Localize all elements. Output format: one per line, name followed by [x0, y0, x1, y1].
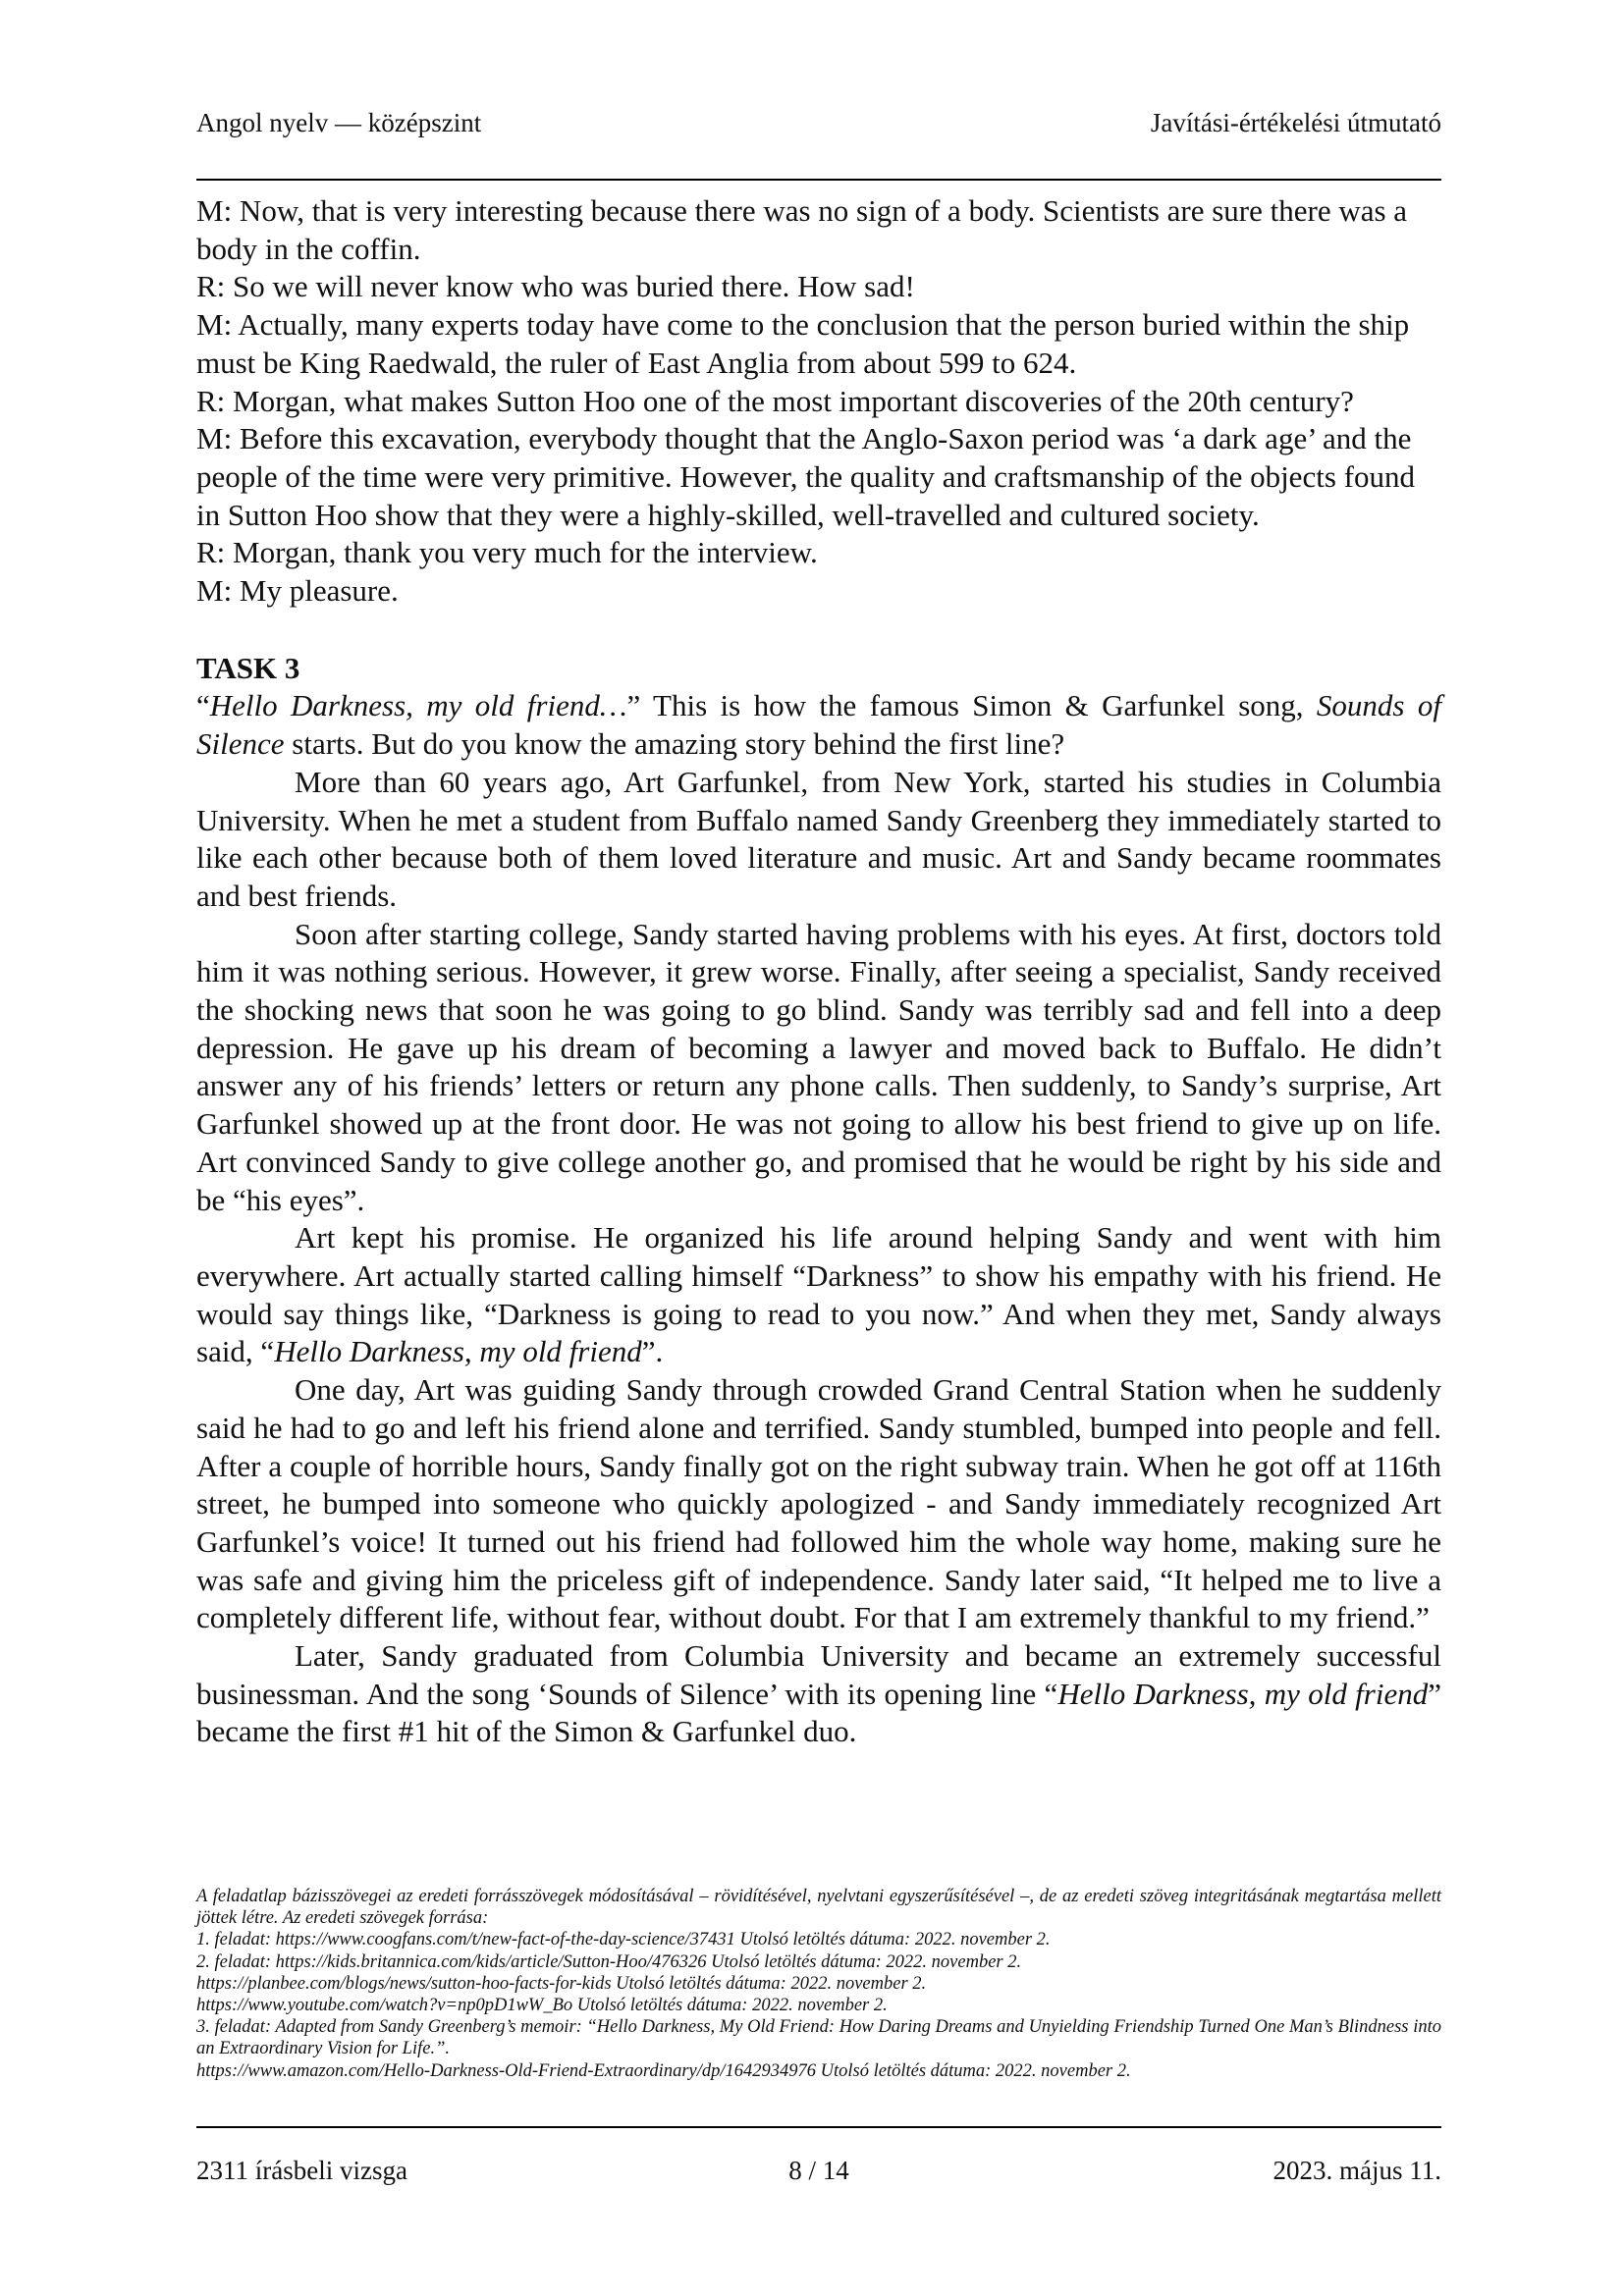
- dialog-line: M: Now, that is very interesting because there was no sign of a body. Scientists are sure there was a body in the coffin.: [196, 193, 1408, 266]
- song-line-quote: Hello Darkness, my old friend: [274, 1334, 642, 1369]
- story-paragraph-2: Soon after starting college, Sandy started having problems with his eyes. At first, doctors told him it was nothing serious. However, it grew worse. Finally, after seeing a specialist, Sandy received the shocking news that soon he was going to go blind. Sandy was terribly sad and fell into a deep depression. He gave up his dream of becoming a lawyer and moved back to Buffalo. He didn’t answer any of his friends’ letters or return any phone calls. Then suddenly, to Sandy’s surprise, Art Garfunkel showed up at the front door. He was not going to allow his best friend to give up on life. Art convinced Sandy to give college another go, and promised that he would be right by his side and be “his eyes”.: [196, 916, 1441, 1217]
- dialog-line: M: Before this excavation, everybody thought that the Anglo-Saxon period was ‘a dark age’ and the people of the time were very primitive. However, the quality and craftsmanship of the objects found in Sutton Hoo show that they were a highly-skilled, well-travelled and cultured society.: [196, 421, 1415, 532]
- dialog-line: M: My pleasure.: [196, 573, 399, 609]
- task-intro-paragraph: [196, 687, 1441, 763]
- source-note: 3. feladat: Adapted from Sandy Greenberg’s memoir: “Hello Darkness, My Old Friend: How Daring Dreams and Unyielding Friendship Turned One Man’s Blindness into an Extraordinary Vision for Life.”.: [196, 2017, 1441, 2059]
- task-3-section: [196, 650, 1441, 1751]
- source-note: https://planbee.com/blogs/news/sutton-hoo-facts-for-kids Utolsó letöltés dátuma: 2022. november 2.: [196, 1973, 927, 1994]
- header-subject: Angol nyelv — középszint: [196, 108, 482, 137]
- dialog-line: R: So we will never know who was buried there. How sad!: [196, 269, 915, 304]
- footer-divider: [196, 2126, 1441, 2128]
- quote-mark: “: [196, 688, 210, 723]
- source-note: https://www.youtube.com/watch?v=np0pD1wW_Bo Utolsó letöltés dátuma: 2022. november 2.: [196, 1996, 888, 2016]
- header-divider: [196, 179, 1441, 181]
- source-notes: [196, 1886, 1441, 2082]
- source-note: 1. feladat: https://www.coogfans.com/t/new-fact-of-the-day-science/37431 Utolsó letöltés dátuma: 2022. november 2.: [196, 1930, 1051, 1950]
- song-title: Sounds of Silence: [196, 688, 1441, 762]
- header-doc-type: Javítási-értékelési útmutató: [1150, 108, 1441, 137]
- story-paragraph-5: [196, 1637, 1441, 1751]
- intro-text: ” This is how the famous Simon & Garfunkel song,: [626, 688, 1317, 723]
- page-header: [196, 108, 1441, 138]
- document-page: [196, 0, 1441, 2296]
- page-body: [196, 192, 1441, 1751]
- page-number: 8 / 14: [788, 2156, 849, 2185]
- dialog-line: M: Actually, many experts today have come to the conclusion that the person buried within the ship must be King Raedwald, the ruler of East Anglia from about 599 to 624.: [196, 307, 1410, 380]
- paragraph-text: Later, Sandy graduated from Columbia University and became an extremely successful businessman. And the song ‘Sounds of Silence’ with its opening line “: [196, 1638, 1441, 1711]
- source-note: https://www.amazon.com/Hello-Darkness-Old-Friend-Extraordinary/dp/1642934976 Utolsó letöltés dátuma: 2022. november 2.: [196, 2060, 1131, 2081]
- exam-code: 2311 írásbeli vizsga: [196, 2156, 407, 2185]
- dialog-line: R: Morgan, thank you very much for the interview.: [196, 535, 818, 570]
- source-note: 2. feladat: https://kids.britannica.com/kids/article/Sutton-Hoo/476326 Utolsó letöltés dátuma: 2022. november 2.: [196, 1951, 1022, 1972]
- exam-date: 2023. május 11.: [1272, 2156, 1441, 2185]
- source-note: A feladatlap bázisszövegei az eredeti forrásszövegek módosításával – rövidítésével, nyelvtani egyszerűsítésével –, de az eredeti szöveg integritásának megtartása mellett jöttek létre. Az eredeti szövegek forrása:: [196, 1887, 1441, 1929]
- paragraph-text-end: ” became the first #1 hit of the Simon & Garfunkel duo.: [196, 1676, 1441, 1749]
- story-paragraph-3: [196, 1219, 1441, 1371]
- dialog-line: R: Morgan, what makes Sutton Hoo one of the most important discoveries of the 20th century?: [196, 383, 1354, 418]
- intro-text-end: starts. But do you know the amazing story behind the first line?: [284, 726, 1065, 762]
- interview-transcript: [196, 192, 1441, 611]
- story-paragraph-1: More than 60 years ago, Art Garfunkel, from New York, started his studies in Columbia University. When he met a student from Buffalo named Sandy Greenberg they immediately started to like each other because both of them loved literature and music. Art and Sandy became roommates and best friends.: [196, 764, 1441, 913]
- story-paragraph-4: One day, Art was guiding Sandy through crowded Grand Central Station when he suddenly said he had to go and left his friend alone and terrified. Sandy stumbled, bumped into people and fell. After a couple of horrible hours, Sandy finally got on the right subway train. When he got off at 116th street, he bumped into someone who quickly apologized - and Sandy immediately recognized Art Garfunkel’s voice! It turned out his friend had followed him the whole way home, making sure he was safe and giving him the priceless gift of independence. Sandy later said, “It helped me to live a completely different life, without fear, without doubt. For that I am extremely thankful to my friend.”: [196, 1372, 1441, 1635]
- paragraph-text-end: ”.: [641, 1334, 664, 1369]
- paragraph-text: Art kept his promise. He organized his life around helping Sandy and went with him everywhere. Art actually started calling himself “Darkness” to show his empathy with his friend. He would say things like, “Darkness is going to read to you now.” And when they met, Sandy always said, “: [196, 1220, 1441, 1369]
- song-line-quote: Hello Darkness, my old friend…: [209, 688, 627, 723]
- task-heading: TASK 3: [196, 650, 300, 685]
- song-line-quote: Hello Darkness, my old friend: [1057, 1676, 1429, 1711]
